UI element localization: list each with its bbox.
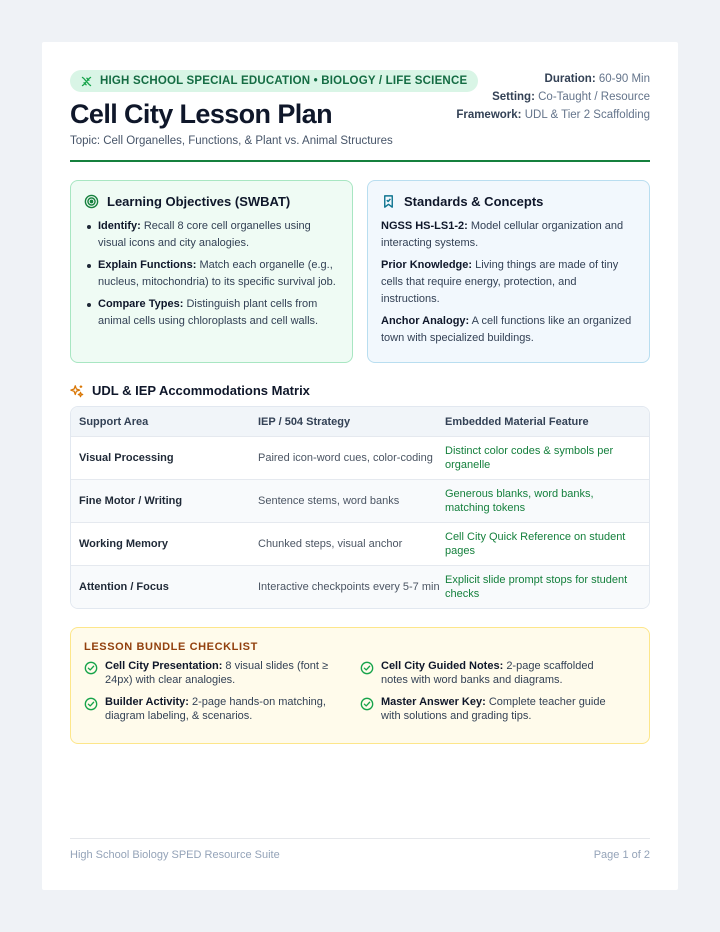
table-row <box>71 479 649 522</box>
meta-duration: Duration: 60-90 Min <box>544 73 650 85</box>
standards-title: Standards & Concepts <box>404 194 544 209</box>
overview-cards <box>70 180 650 363</box>
support-area-cell: Visual Processing <box>79 452 174 464</box>
table-header-row <box>71 407 649 436</box>
target-icon <box>84 194 99 209</box>
column-header: Embedded Material Feature <box>445 415 589 428</box>
header <box>70 70 650 160</box>
page-title: Cell City Lesson Plan <box>70 98 332 129</box>
check-circle-icon <box>360 697 374 711</box>
strategy-cell: Chunked steps, visual anchor <box>258 538 403 550</box>
lesson-plan-page <box>42 42 678 890</box>
page-footer <box>70 838 650 861</box>
column-header: IEP / 504 Strategy <box>258 415 351 428</box>
checklist-item: Cell City Presentation: 8 visual slides (font ≥ 24px) with clear analogies. <box>84 659 360 687</box>
objectives-title: Learning Objectives (SWBAT) <box>107 194 291 209</box>
checklist-item: Builder Activity: 2-page hands-on matching, diagram labeling, & scenarios. <box>84 695 360 723</box>
strategy-cell: Sentence stems, word banks <box>258 495 400 507</box>
lesson-meta <box>456 70 650 124</box>
list-item: Explain Functions: Match each organelle (e.g., nucleus, mitochondria) to its specific survival job. <box>84 257 339 291</box>
table-row <box>71 436 649 479</box>
list-item: Identify: Recall 8 core cell organelles using visual icons and city analogies. <box>84 218 339 252</box>
support-area-cell: Working Memory <box>79 538 169 550</box>
matrix-title: UDL & IEP Accommodations Matrix <box>92 383 310 398</box>
check-circle-icon <box>84 697 98 711</box>
bundle-checklist <box>70 627 650 744</box>
standard-item: Anchor Analogy: A cell functions like an organized town with specialized buildings. <box>381 315 632 344</box>
table-row <box>71 522 649 565</box>
feature-cell: Explicit slide prompt stops for student checks <box>445 574 628 600</box>
matrix-heading <box>70 383 650 398</box>
footer-suite-name: High School Biology SPED Resource Suite <box>70 849 280 861</box>
check-circle-icon <box>360 661 374 675</box>
accommodations-table <box>70 406 650 609</box>
sparkles-icon <box>70 384 84 398</box>
standard-item: Prior Knowledge: Living things are made of tiny cells that require energy, protection, and instructions. <box>381 259 619 305</box>
table-row <box>71 565 649 608</box>
list-item: Compare Types: Distinguish plant cells from animal cells using chloroplasts and cell walls. <box>84 296 339 330</box>
column-header: Support Area <box>79 415 149 428</box>
meta-framework: Framework: UDL & Tier 2 Scaffolding <box>456 109 650 121</box>
standards-card <box>367 180 650 363</box>
checklist-item: Cell City Guided Notes: 2-page scaffolded notes with word banks and diagrams. <box>360 659 636 687</box>
feature-cell: Distinct color codes & symbols per organelle <box>445 445 614 471</box>
objectives-card <box>70 180 353 363</box>
standard-item: NGSS HS-LS1-2: Model cellular organization and interacting systems. <box>381 220 624 249</box>
page-number: Page 1 of 2 <box>593 849 650 861</box>
checklist-title: LESSON BUNDLE CHECKLIST <box>84 641 258 653</box>
checklist-item: Master Answer Key: Complete teacher guide with solutions and grading tips. <box>360 695 636 723</box>
check-circle-icon <box>84 661 98 675</box>
support-area-cell: Attention / Focus <box>79 581 169 593</box>
strategy-cell: Interactive checkpoints every 5-7 min <box>258 581 440 593</box>
feature-cell: Cell City Quick Reference on student pages <box>445 531 626 557</box>
topic-line: Topic: Cell Organelles, Functions, & Plant vs. Animal Structures <box>70 134 393 147</box>
program-pill <box>70 70 478 92</box>
meta-setting: Setting: Co-Taught / Resource <box>492 91 650 103</box>
objectives-list <box>84 218 339 330</box>
strategy-cell: Paired icon-word cues, color-coding <box>258 452 433 464</box>
header-divider <box>70 160 650 162</box>
program-pill-label: HIGH SCHOOL SPECIAL EDUCATION • BIOLOGY / LIFE SCIENCE <box>100 75 468 87</box>
bookmark-icon <box>381 194 396 209</box>
feature-cell: Generous blanks, word banks, matching tokens <box>445 488 594 514</box>
dna-icon <box>80 75 93 88</box>
support-area-cell: Fine Motor / Writing <box>79 495 183 507</box>
